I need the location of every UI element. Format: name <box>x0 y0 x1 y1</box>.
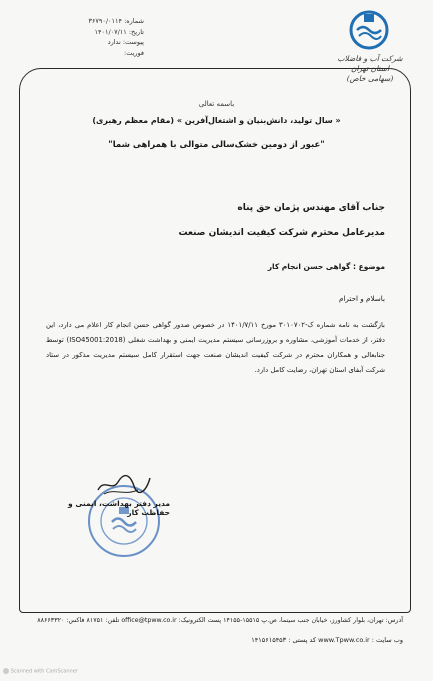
handwritten-signature-icon <box>94 470 154 498</box>
letter-urgency: فوریت: <box>124 48 144 57</box>
company-name-line2: (سهامی خاص) <box>346 74 394 83</box>
greeting: باسلام و احترام <box>338 294 385 303</box>
besmellah: باسمه تعالی <box>198 100 235 108</box>
letter-meta <box>34 16 144 58</box>
footer-address: آدرس: تهران، بلوار کشاورز، خیابان جنب سینما، ص.پ ۱۵۵۱۵-۱۴۱۵۵ پست الکترونیک: office@tpww.co.ir تلفن: ۸۱۷۵۱ فاکس: ۸۸۶۶۳۳۲۰ <box>37 617 403 624</box>
letter-body: بازگشت به نامه شماره ک-۳۰۱۰۷۰۲ مورخ ۱۴۰۱/۷/۱۱ در خصوص صدور گواهی حسن انجام کار اعلام می دارد، این دفتر، از خدمات آموزشی، مشاوره و بروزرسانی سیستم مدیریت ایمنی و بهداشت شغلی (ISO45001:2018) توسط جنابعالی و همکاران محترم در شرکت کیفیت اندیشان صنعت جهت استقرار کامل سیستم مدیریت مذکور در ستاد شرکت آبفای استان تهران، رضایت کامل دارد. <box>46 321 385 374</box>
letter-attachment: پیوست: ندارد <box>107 38 144 46</box>
scanner-label: Scanned with CamScanner <box>10 668 78 675</box>
recipient-position: مدیرعامل محترم شرکت کیفیت اندیشان صنعت <box>178 228 385 238</box>
camscanner-icon <box>3 668 9 674</box>
company-name-line1: شرکت آب و فاضلاب استان تهران <box>337 54 403 73</box>
recipient-name: جناب آقای مهندس پژمان حق پناه <box>237 203 385 213</box>
footer-website: وب سایت : www.Tpww.co.ir کد پستی : ۱۴۱۵۶۱۵۴۵۳ <box>251 636 403 644</box>
letter-date: تاریخ: ۱۴۰۱/۰۷/۱۱ <box>94 27 144 36</box>
letter-number: شماره: ۳۶۷۹۰/۰۱۱۴ <box>88 17 144 25</box>
letter-subject: موضوع : گواهی حسن انجام کار <box>267 262 385 271</box>
company-logo-icon <box>345 8 393 52</box>
year-slogan: « سال تولید، دانش‌بنیان و اشتغال‌آفرین » (مقام معظم رهبری) <box>92 116 341 125</box>
drought-slogan: "عبور از دومین خشک‌سالی متوالی با همراهی شما" <box>108 140 325 150</box>
scanner-watermark <box>3 668 78 675</box>
signatory-title: مدیر دفتر بهداشت، ایمنی و حفاظت کار <box>68 499 170 517</box>
